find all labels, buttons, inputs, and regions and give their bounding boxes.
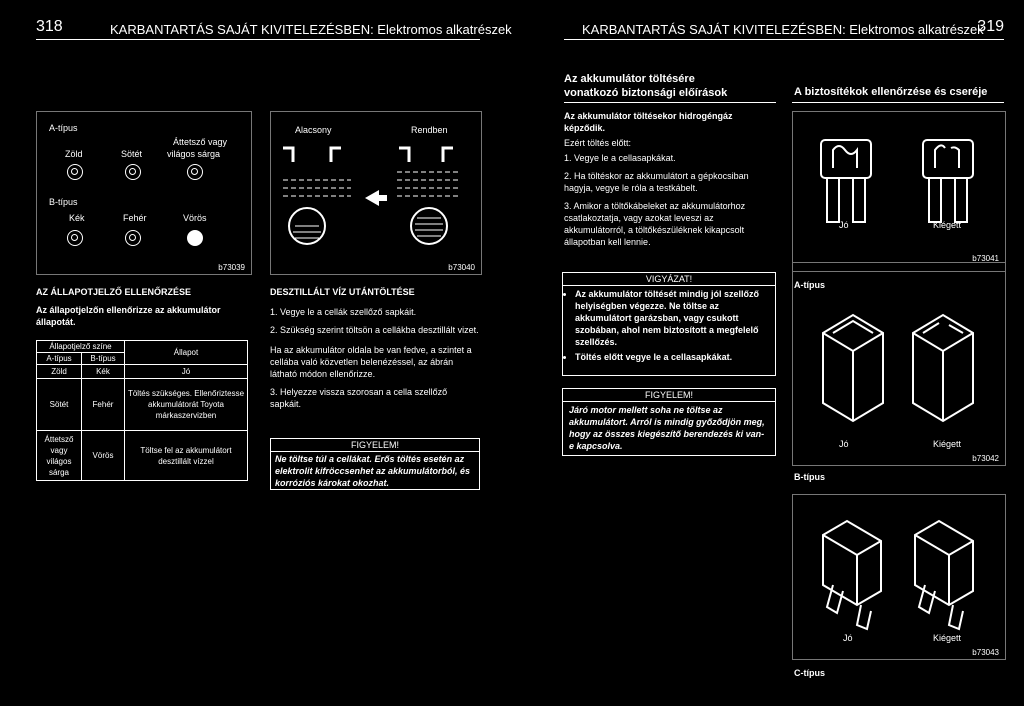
water-section <box>270 286 480 410</box>
fuse-good-label: Jó <box>839 220 849 230</box>
caution-box <box>562 272 776 376</box>
charging-warning-title: FIGYELEM! <box>563 389 775 402</box>
water-step-3: 3. Helyezze vissza szorosan a cella szellőző sapkáit. <box>270 387 448 409</box>
caution-item-2: • Töltés előtt vegye le a cellasapkákat. <box>575 351 771 363</box>
charging-warning-box <box>562 388 776 456</box>
color-green-label: Zöld <box>65 149 83 159</box>
charging-bold-intro: Az akkumulátor töltésekor hidrogéngáz képződik. <box>564 111 733 133</box>
fuse-a-drawing <box>793 263 1003 443</box>
water-note: Ha az akkumulátor oldala be van fedve, a szintet a cellába való közvetlen belenézéssel, az ábrán látható módon ellenőrizze. <box>270 345 472 379</box>
table-cell: Áttetsző vagy világos sárga <box>37 431 82 481</box>
color-lightyellow-label: világos sárga <box>167 149 221 159</box>
ok-level-label: Rendben <box>411 125 448 135</box>
fuse-figure-mini <box>792 111 1006 272</box>
indicator-section <box>36 286 250 328</box>
fuse-figure-a <box>792 254 1006 466</box>
figure-code-fuse-a: b73042 <box>972 454 999 463</box>
figure-code-fuse-mini: b73041 <box>972 254 999 263</box>
left-page-header <box>36 18 512 37</box>
water-step-2: 2. Szükség szerint töltsön a cellákba desztillált vizet. <box>270 325 479 335</box>
low-level-label: Alacsony <box>295 125 332 135</box>
fuse-a-type-label: A-típus <box>794 280 825 290</box>
fuse-blown-label: Kiégett <box>933 220 962 230</box>
left-header-rule <box>36 39 480 40</box>
charging-section <box>564 110 776 248</box>
indicator-white-icon <box>125 230 141 246</box>
charging-before: Ezért töltés előtt: <box>564 138 632 148</box>
charging-title-line-1: Az akkumulátor töltésére <box>564 73 695 85</box>
water-level-drawing <box>271 140 479 250</box>
b-type-label: B-típus <box>49 197 78 207</box>
charging-step-1: 1. Vegye le a cellasapkákat. <box>564 153 676 163</box>
fuses-title: A biztosítékok ellenőrzése és cseréje <box>794 86 988 98</box>
caution-title: VIGYÁZAT! <box>563 273 775 286</box>
table-cell: Sötét <box>37 379 82 431</box>
table-cell: Fehér <box>82 379 125 431</box>
water-warning-text: Ne töltse túl a cellákat. Erős töltés esetén az elektrolit kifröccsenhet az akkumulátorból, és korróziós károkat okozhat. <box>275 454 471 488</box>
table-header-color: Állapotjelző színe <box>37 341 125 353</box>
figure-code-fuse-b: b73043 <box>972 648 999 657</box>
charging-title-rule <box>564 102 776 103</box>
color-dark-label: Sötét <box>121 149 143 159</box>
caution-item-1: • Az akkumulátor töltését mindig jól szellőző helyiségben végezze. Ne töltse az akkumulátort garázsban, vagy csukott szobában, ahol nem biztosított a megfelelő szellőzés. <box>575 288 771 348</box>
table-header-b-type: B-típus <box>82 353 125 365</box>
charging-step-2: 2. Ha töltéskor az akkumulátort a gépkocsiban hagyja, vegye le róla a testkábelt. <box>564 171 749 193</box>
water-level-figure <box>270 111 482 275</box>
water-step-1: 1. Vegye le a cellák szellőző sapkáit. <box>270 307 417 317</box>
right-header-title: KARBANTARTÁS SAJÁT KIVITELEZÉSBEN: Elektromos alkatrészek <box>582 22 984 37</box>
table-cell: Zöld <box>37 365 82 379</box>
figure-code-1: b73039 <box>218 263 245 272</box>
right-header-rule <box>564 39 1004 40</box>
fuse-b-type-label: B-típus <box>794 472 825 482</box>
color-clear-label: Áttetsző vagy <box>173 137 228 147</box>
color-blue-label: Kék <box>69 213 85 223</box>
charging-step-3: 3. Amikor a töltőkábeleket az akkumulátorhoz csatlakoztatja, vagy azokat leveszi az akkumulátorról, a töltőkészüléknek kikapcsolt állapotban kell lennie. <box>564 201 746 247</box>
table-cell: Töltse fel az akkumulátort desztillált vízzel <box>125 431 248 481</box>
fuse-blown-label: Kiégett <box>933 633 962 643</box>
charging-title-line-2: vonatkozó biztonsági előírások <box>564 87 728 99</box>
table-cell: Jó <box>125 365 248 379</box>
indicator-dark-icon <box>125 164 141 180</box>
fuse-good-label: Jó <box>843 633 853 643</box>
figure-code-2: b73040 <box>448 263 475 272</box>
fuse-figure-b <box>792 494 1006 660</box>
fuses-title-rule <box>792 102 1004 103</box>
water-warning-title: FIGYELEM! <box>271 439 479 452</box>
water-heading: DESZTILLÁLT VÍZ UTÁNTÖLTÉSE <box>270 287 415 297</box>
charging-warning-text: Járó motor mellett soha ne töltse az akkumulátort. Arról is mindig győződjön meg, hogy az összes kiegészítő berendezés ki van-e kapcsolva. <box>569 405 765 451</box>
indicator-state-table <box>36 340 248 481</box>
water-warning-box <box>270 438 480 490</box>
fuse-c-type-label: C-típus <box>794 668 825 678</box>
table-header-a-type: A-típus <box>37 353 82 365</box>
table-row <box>37 431 248 481</box>
table-row <box>37 365 248 379</box>
fuse-mini-drawing <box>793 112 1003 232</box>
indicator-clear-icon <box>187 164 203 180</box>
fuse-blown-label: Kiégett <box>933 439 962 449</box>
table-row <box>37 379 248 431</box>
left-header-title: KARBANTARTÁS SAJÁT KIVITELEZÉSBEN: Elektromos alkatrészek <box>110 22 512 37</box>
indicator-intro: Az állapotjelzőn ellenőrizze az akkumulátor állapotát. <box>36 305 221 327</box>
table-header-state: Állapot <box>125 341 248 365</box>
color-red-label: Vörös <box>183 213 207 223</box>
caution-list <box>563 286 775 363</box>
a-type-label: A-típus <box>49 123 78 133</box>
indicator-figure <box>36 111 252 275</box>
right-page-number: 319 <box>977 18 1004 35</box>
indicator-red-icon <box>187 230 203 246</box>
color-white-label: Fehér <box>123 213 147 223</box>
indicator-green-icon <box>67 164 83 180</box>
fuse-b-drawing <box>793 495 1003 635</box>
table-cell: Vörös <box>82 431 125 481</box>
left-page-number: 318 <box>36 18 63 35</box>
table-cell: Kék <box>82 365 125 379</box>
charging-title <box>564 72 774 100</box>
indicator-blue-icon <box>67 230 83 246</box>
indicator-heading: AZ ÁLLAPOTJELZŐ ELLENŐRZÉSE <box>36 287 192 297</box>
table-cell: Töltés szükséges. Ellenőriztesse akkumulátorát Toyota márkaszervizben <box>125 379 248 431</box>
fuse-good-label: Jó <box>839 439 849 449</box>
